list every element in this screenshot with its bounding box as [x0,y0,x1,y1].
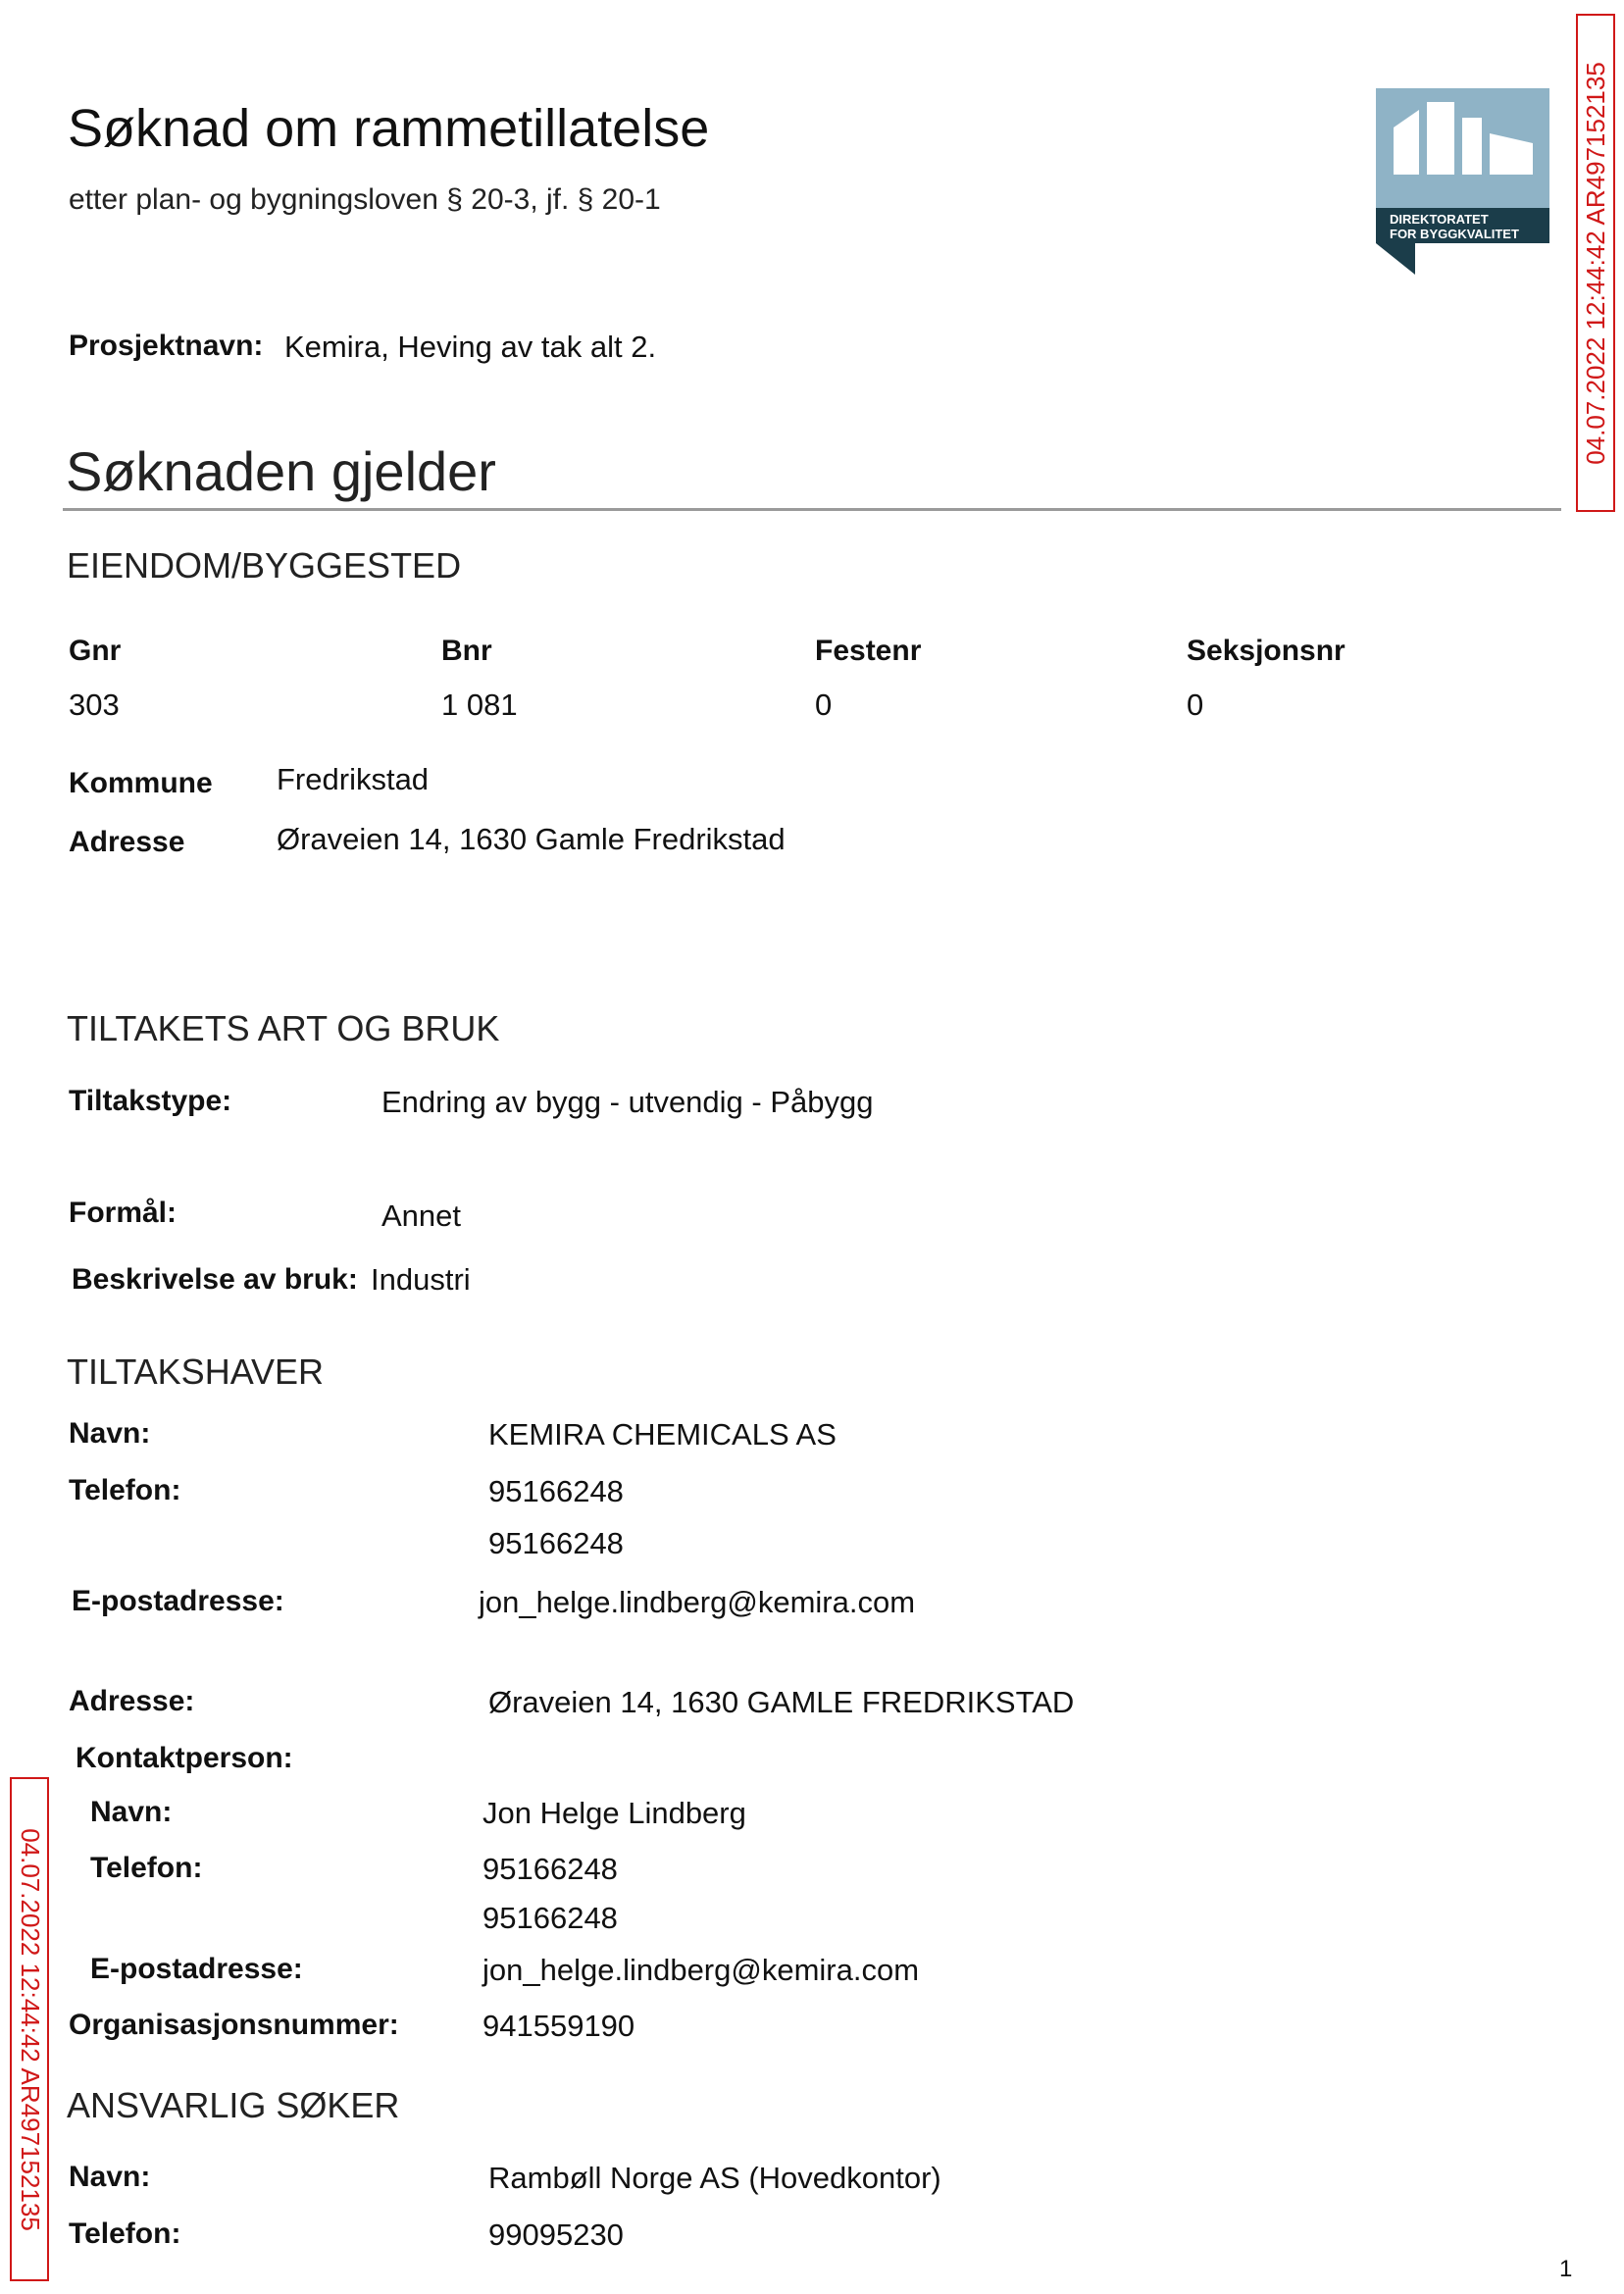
kontakt-telefon-label: Telefon: [90,1852,203,1884]
kontakt-telefon-2: 95166248 [482,1901,618,1935]
document-title: Søknad om rammetillatelse [68,99,710,158]
ansvarlig-navn-value: Rambøll Norge AS (Hovedkontor) [488,2161,941,2195]
kontakt-epost-value: jon_helge.lindberg@kemira.com [482,1953,920,1987]
dibk-logo-icon [1376,88,1549,275]
festenr-value: 0 [815,688,833,722]
tiltakshaver-navn-label: Navn: [69,1417,151,1450]
ansvarlig-navn-label: Navn: [69,2161,151,2193]
tiltakshaver-navn-value: KEMIRA CHEMICALS AS [488,1417,837,1452]
kontaktperson-label: Kontaktperson: [76,1742,293,1774]
timestamp-stamp-left [10,1777,49,2281]
logo-line1: DIREKTORATET [1390,212,1489,227]
tiltakstype-label: Tiltakstype: [69,1085,232,1117]
tiltakshaver-telefon-1: 95166248 [488,1474,624,1508]
project-value: Kemira, Heving av tak alt 2. [284,330,657,364]
org-label: Organisasjonsnummer: [69,2009,399,2041]
eiendom-heading: EIENDOM/BYGGESTED [67,545,462,586]
bnr-value: 1 081 [441,688,518,722]
bnr-label: Bnr [441,635,492,667]
bruk-label: Beskrivelse av bruk: [72,1263,358,1296]
ansvarlig-telefon-label: Telefon: [69,2218,181,2250]
project-label: Prosjektnavn: [69,330,264,362]
ansvarlig-telefon-value: 99095230 [488,2218,624,2252]
kontakt-epost-label: E-postadresse: [90,1953,303,1985]
org-value: 941559190 [482,2009,635,2043]
dibk-logo [1376,88,1549,280]
section-title: Søknaden gjelder [66,440,496,502]
formal-value: Annet [381,1198,462,1233]
tiltakshaver-telefon-2: 95166248 [488,1526,624,1560]
page-number: 1 [1559,2256,1573,2282]
tiltakshaver-adresse-label: Adresse: [69,1685,195,1717]
stamp-text-left: 04.07.2022 12:44:42 AR497152135 [15,1827,45,2231]
kommune-label: Kommune [69,767,213,799]
tiltakshaver-adresse-value: Øraveien 14, 1630 GAMLE FREDRIKSTAD [488,1685,1075,1719]
tiltakshaver-heading: TILTAKSHAVER [67,1351,325,1392]
adresse-label: Adresse [69,826,185,858]
document-subtitle: etter plan- og bygningsloven § 20-3, jf. § 20-1 [69,183,661,216]
kommune-value: Fredrikstad [277,762,430,796]
tiltakshaver-epost-value: jon_helge.lindberg@kemira.com [479,1585,916,1619]
gnr-value: 303 [69,688,120,722]
kontakt-navn-label: Navn: [90,1796,173,1828]
seksjonsnr-value: 0 [1187,688,1204,722]
timestamp-stamp-right [1576,14,1615,512]
seksjonsnr-label: Seksjonsnr [1187,635,1345,667]
tiltak-heading: TILTAKETS ART OG BRUK [67,1008,500,1048]
ansvarlig-heading: ANSVARLIG SØKER [67,2085,400,2125]
formal-label: Formål: [69,1197,178,1229]
adresse-value: Øraveien 14, 1630 Gamle Fredrikstad [277,822,786,856]
kontakt-navn-value: Jon Helge Lindberg [482,1796,746,1830]
tiltakshaver-epost-label: E-postadresse: [72,1585,284,1617]
section-divider [63,508,1561,511]
kontakt-telefon-1: 95166248 [482,1852,618,1886]
stamp-text-right: 04.07.2022 12:44:42 AR497152135 [1580,61,1610,465]
bruk-value: Industri [371,1262,471,1297]
tiltakstype-value: Endring av bygg - utvendig - Påbygg [381,1085,874,1119]
logo-line2: FOR BYGGKVALITET [1390,227,1519,241]
gnr-label: Gnr [69,635,122,667]
tiltakshaver-telefon-label: Telefon: [69,1474,181,1506]
festenr-label: Festenr [815,635,922,667]
